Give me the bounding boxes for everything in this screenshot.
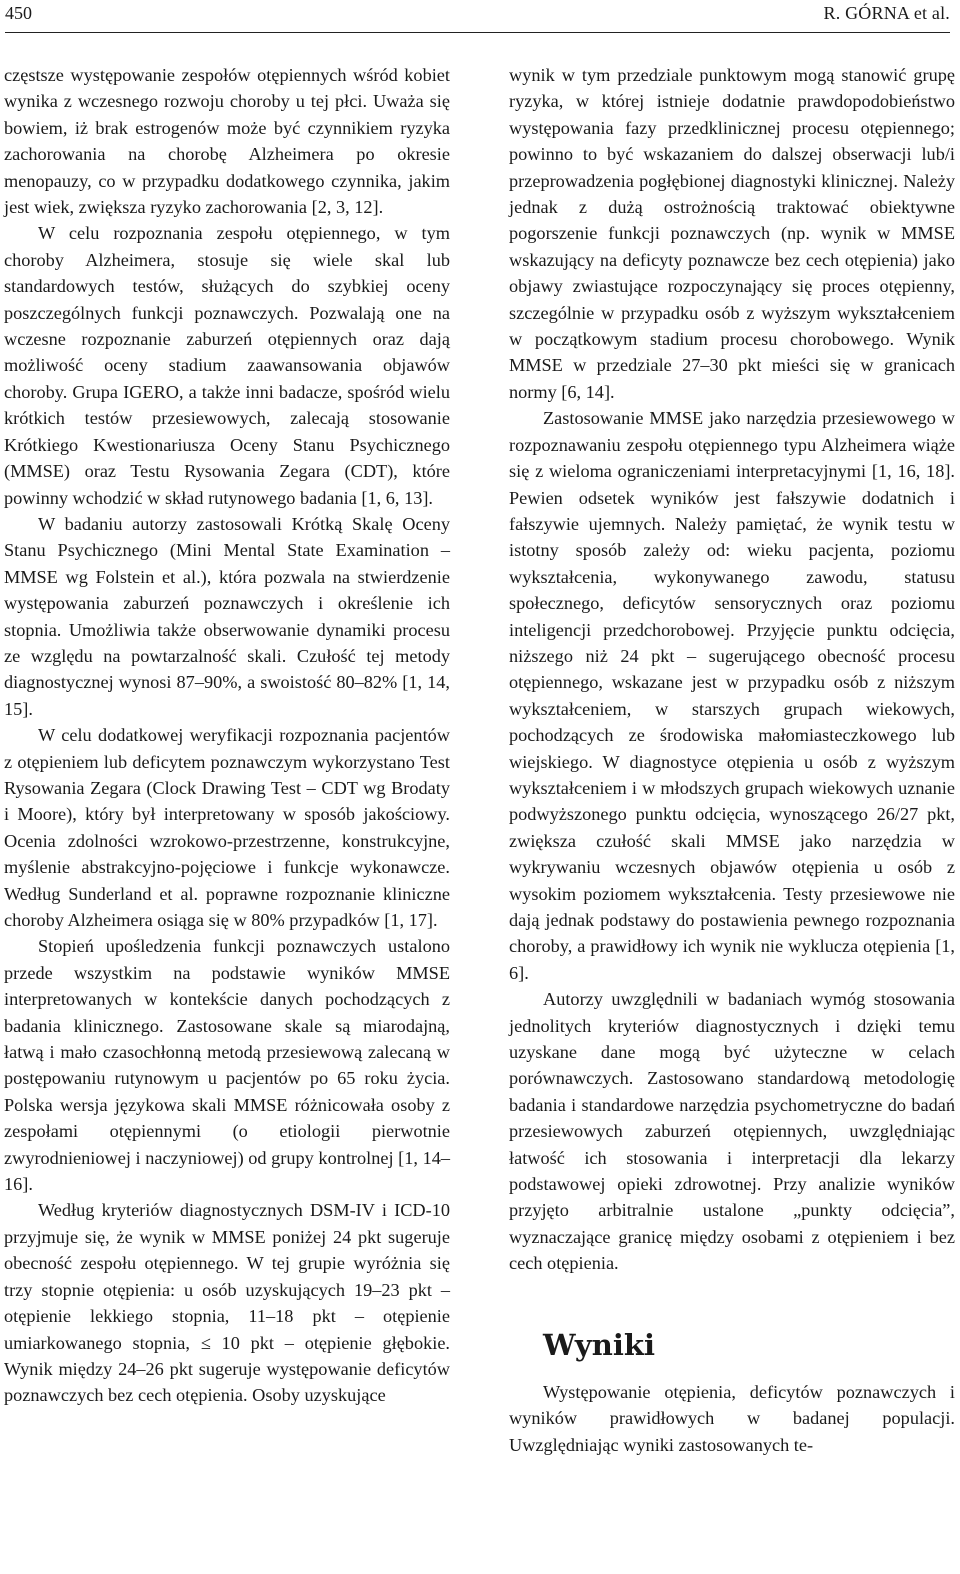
paragraph: częstsze występowanie zespołów otępiennych wśród kobiet wynika z wczesnego rozwoju choroby u tej płci. Uważa się bowiem, iż brak estrogenów może być czynnikiem ryzyka zachorowania na chorobę Alzheimera po okresie menopauzy, co w przypadku dodatkowego czynnika, jakim jest wiek, zwiększa ryzyko zachorowania [2, 3, 12]. [4, 65, 450, 218]
page-number: 450 [5, 3, 32, 23]
running-header [5, 0, 950, 27]
header-rule [5, 32, 950, 33]
paragraph: Występowanie otępienia, deficytów poznawczych i wyników prawidłowych w badanej populacji. Uwzględniając wyniki zastosowanych te- [509, 1381, 955, 1455]
paragraph: Zastosowanie MMSE jako narzędzia przesiewowego w rozpoznawaniu zespołu otępiennego typu Alzheimera wiąże się z wieloma ograniczeniami interpretacyjnymi [1, 16, 18]. Pewien odsetek wyników jest fałszywie dodatnich i fałszywie ujemnych. Należy pamiętać, że wynik testu w istotny sposób zależy od: wieku pacjenta, poziomu wykształcenia, wykonywanego zawodu, statusu społecznego, deficytów sensorycznych oraz poziomu inteligencji przedchorobowej. Przyjęcie punktu odcięcia, niższego niż 24 pkt – sugerującego obecność procesu otępiennego, wskazane jest w przypadku osób z niższym wykształceniem, w starszych grupach wiekowych, pochodzących ze środowiska małomiasteczkowego lub wiejskiego. W diagnostyce otępienia u osób z wyższym wykształceniem i w młodszych grupach wiekowych uznanie podwyższonego punktu odcięcia, wynoszącego 26/27 pkt, zwiększa czułość skali MMSE jako narzędzia w wykrywaniu wczesnych objawów otępienia u osób z wysokim poziomem wykształcenia. Testy przesiewowe nie dają jednak podstawy do postawienia pewnego rozpoznania choroby, a prawidłowy ich wynik nie wyklucza otępienia [1, 6]. [509, 408, 955, 983]
left-column [4, 62, 450, 1409]
right-column [509, 62, 955, 1458]
paragraph: W celu dodatkowej weryfikacji rozpoznania pacjentów z otępieniem lub deficytem poznawczym wykorzystano Test Rysowania Zegara (Clock Drawing Test – CDT wg Brodaty i Moore), który był interpretowany w sposób jakościowy. Ocenia zdolności wzrokowo-przestrzenne, konstrukcyjne, myślenie abstrakcyjno-pojęciowe i funkcje wykonawcze. Według Sunderland et al. poprawne rozpoznanie kliniczne choroby Alzheimera osiąga się w 80% przypadków [1, 17]. [4, 725, 450, 930]
paragraph: Według kryteriów diagnostycznych DSM-IV i ICD-10 przyjmuje się, że wynik w MMSE poniżej 24 pkt sugeruje obecność zespołu otępiennego. W tej grupie wyróżnia się trzy stopnie otępienia: u osób uzyskujących 19–23 pkt – otępienie lekkiego stopnia, 11–18 pkt – otępienie umiarkowanego stopnia, ≤ 10 pkt – otępienie głębokie. Wynik między 24–26 pkt sugeruje występowanie deficytów poznawczych bez cech otępienia. Osoby uzyskujące [4, 1200, 450, 1406]
paragraph: wynik w tym przedziale punktowym mogą stanowić grupę ryzyka, w której istnieje dodatnie prawdopodobieństwo występowania fazy przedklinicznej procesu otępiennego; powinno to być wskazaniem do dalszej obserwacji lub/i przeprowadzenia pogłębionej diagnostyki klinicznej. Należy jednak z dużą ostrożnością traktować obiektywne pogorszenie funkcji poznawczych (np. wynik w MMSE wskazujący na deficyty poznawcze bez cech otępienia) jako objawy zwiastujące rozpoczynający się proces otępienny, szczególnie w przypadku osób z wyższym wykształceniem w początkowym stadium procesu chorobowego. Wynik MMSE w przedziale 27–30 pkt mieści się w granicach normy [6, 14]. [509, 65, 955, 402]
paragraph: Autorzy uwzględnili w badaniach wymóg stosowania jednolitych kryteriów diagnostycznych i dzięki temu uzyskane dane mogą być użyteczne w celach porównawczych. Zastosowano standardową metodologię badania i standardowe narzędzia psychometryczne do badań przesiewowych zaburzeń otępiennych, uwzględniając łatwość ich stosowania i interpretacji dla lekarzy podstawowej opieki zdrowotnej. Przy analizie wyników przyjęto arbitralnie ustalone „punkty odcięcia”, wyznaczające granicę między osobami z otępieniem i bez cech otępienia. [509, 989, 955, 1274]
paragraph: Stopień upośledzenia funkcji poznawczych ustalono przede wszystkim na podstawie wyników MMSE interpretowanych w kontekście danych pochodzących z badania klinicznego. Zastosowane skale są miarodajną, łatwą i mało czasochłonną metodą przesiewową zalecaną w postępowaniu rutynowym u pacjentów po 65 roku życia. Polska wersja językowa skali MMSE różnicowała osoby z zespołami otępiennymi (o etiologii pierwotnie zwyrodnieniowej i naczyniowej) od grupy kontrolnej [1, 14–16]. [4, 936, 450, 1195]
paragraph: W badaniu autorzy zastosowali Krótką Skalę Oceny Stanu Psychicznego (Mini Mental State Examination – MMSE wg Folstein et al.), która pozwala na stwierdzenie występowania zaburzeń poznawczych i określenie ich stopnia. Umożliwia także obserwowanie dynamiki procesu ze względu na powtarzalność skali. Czułość tej metody diagnostycznej wynosi 87–90%, a swoistość 80–82% [1, 14, 15]. [4, 513, 450, 719]
section-heading: Wyniki [543, 1327, 655, 1362]
running-author: R. GÓRNA et al. [823, 3, 950, 23]
paragraph: W celu rozpoznania zespołu otępiennego, w tym choroby Alzheimera, stosuje się wiele skal lub standardowych testów, służących do szybkiej oceny poszczególnych funkcji poznawczych. Pozwalają one na wczesne rozpoznanie zaburzeń otępiennych oraz dają możliwość oceny stadium zaawansowania objawów choroby. Grupa IGERO, a także inni badacze, spośród wielu krótkich testów przesiewowych, zalecają stosowanie Krótkiego Kwestionariusza Oceny Stanu Psychicznego (MMSE) oraz Testu Rysowania Zegara (CDT), które powinny wchodzić w skład rutynowego badania [1, 6, 13]. [4, 223, 450, 508]
